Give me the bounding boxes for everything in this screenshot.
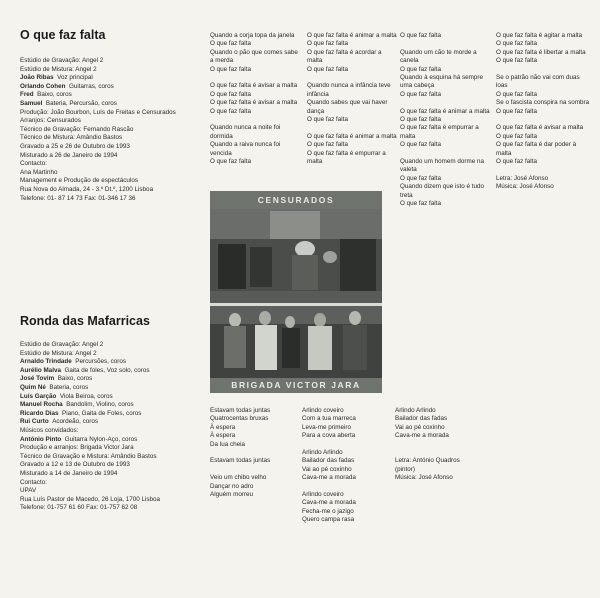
stanza-gap — [400, 150, 490, 158]
credit-line — [20, 143, 176, 152]
credit-line — [20, 401, 160, 410]
lyric-line: malta — [307, 158, 323, 166]
musician-name: Samuel — [20, 99, 43, 107]
lyric-line: Quando a raiva nunca foi — [210, 141, 281, 149]
lyric-line: Veio um chibo velho — [210, 474, 267, 482]
lyric-line: O que faz falta é avisar a malta — [496, 124, 584, 132]
lyric-line: Quando à esquina há sempre — [400, 74, 483, 82]
lyric-line: O que faz falta — [210, 65, 251, 73]
lyric-line: Música: José Afonso — [395, 474, 453, 482]
lyric-line: O que faz falta — [210, 107, 251, 115]
lyric-line: Estavam todas juntas — [210, 457, 271, 465]
credit-line — [20, 109, 176, 118]
lyrics-column-4 — [496, 32, 589, 192]
lyric-line: Dançar no adro — [210, 482, 254, 490]
credit-text: Acordeão, coros — [52, 418, 99, 426]
lyric-line: O que faz falta é animar a malta — [307, 32, 397, 39]
credit-text: Gaita de foles, Voz solo, coros — [64, 366, 150, 374]
lyric-line: O que faz falta — [496, 158, 537, 166]
lyric-line: O que faz falta — [496, 57, 537, 65]
credit-line — [20, 126, 176, 135]
credit-text: Contacto: — [20, 160, 47, 168]
credit-line — [20, 83, 176, 92]
stanza-gap — [302, 441, 356, 449]
lyric-line: Leva-me primeiro — [302, 423, 351, 431]
credit-text: Produção: João Bourbon, Luís de Freitas e Censurados — [20, 108, 176, 116]
lyrics-ronda-column-2 — [302, 407, 356, 525]
lyric-line: O que faz falta é acordar a — [307, 48, 382, 56]
credit-line — [20, 418, 160, 427]
lyric-line: Letra: António Quadros — [395, 457, 460, 465]
lyric-line: Quando o pão que comes sabe — [210, 48, 298, 56]
lyric-line: Quando dizem que isto é tudo — [400, 183, 485, 191]
musician-name: Arnaldo Trindade — [20, 358, 72, 366]
credit-line — [20, 91, 176, 100]
lyric-line: Estavam todas juntas — [210, 407, 271, 414]
lyric-line: Com a tua marreca — [302, 415, 356, 423]
band-label-censurados: CENSURADOS — [210, 191, 382, 209]
lyric-line: Se o fascista conspira na sombra — [496, 99, 590, 107]
lyric-line: Quando sabes que vai haver — [307, 99, 388, 107]
musician-name: José Tovim — [20, 375, 55, 383]
credit-line — [20, 195, 176, 204]
stanza-gap — [400, 99, 490, 107]
stanza-gap — [210, 74, 298, 82]
lyric-line: canela — [400, 57, 419, 65]
lyric-line: Cava-me a morada — [302, 499, 356, 507]
lyric-line: Letra: José Afonso — [496, 174, 549, 182]
credit-text: Percursões, coros — [75, 358, 127, 366]
credit-text: Técnico de Gravação e Mistura: Amândio Bastos — [20, 452, 157, 460]
lyric-line: O que faz falta — [210, 40, 251, 48]
lyric-line: Música: José Afonso — [496, 183, 554, 191]
musician-name: António Pinto — [20, 435, 62, 443]
lyric-line: infância — [307, 90, 329, 98]
lyric-line: O que faz falta é animar a malta — [400, 107, 490, 115]
lyric-line: O que faz falta — [400, 116, 441, 124]
lyric-line: Quando nunca a noite foi — [210, 124, 281, 132]
musician-name: Fred — [20, 91, 34, 99]
lyric-line: Bailador das fadas — [302, 457, 355, 465]
credit-text: Gravado a 25 e 26 de Outubro de 1993 — [20, 142, 130, 150]
stanza-gap — [210, 466, 270, 474]
credit-line — [20, 487, 160, 496]
lyric-line: (pintor) — [395, 465, 415, 473]
band-label-brigada-victor-jara: BRIGADA VICTOR JARA — [210, 378, 382, 393]
credit-line — [20, 57, 176, 66]
lyric-line: Vai ao pé coxinho — [395, 423, 445, 431]
lyric-line: Quando um cão te morde a — [400, 48, 477, 56]
credit-line — [20, 410, 160, 419]
credit-text: Viola Beiroa, coros — [59, 392, 113, 400]
lyric-line: Se o patrão não vai com duas — [496, 74, 580, 82]
lyric-line: O que faz falta — [307, 40, 348, 48]
credit-line — [20, 152, 176, 161]
stanza-gap — [395, 449, 460, 457]
musician-name: Manuel Rocha — [20, 401, 63, 409]
lyric-line: valeta — [400, 166, 417, 174]
lyric-line: Alguém morreu — [210, 491, 254, 499]
lyric-line: Arlindo coveiro — [302, 491, 344, 499]
credit-text: Telefone: 01- 87 14 73 Fax: 01-346 17 36 — [20, 194, 136, 202]
credit-line — [20, 504, 160, 513]
lyric-line: Fecha-me o jazigo — [302, 507, 354, 515]
band-photo-collage — [210, 191, 382, 393]
credit-text: Rua Luís Pastor de Macedo, 26 Loja, 1700 Lisboa — [20, 495, 161, 503]
lyric-line: uma cabeça — [400, 82, 435, 90]
lyrics-ronda-column-3 — [395, 407, 460, 483]
lyric-line: O que faz falta — [400, 200, 441, 208]
credit-text: Estúdio de Mistura: Angel 2 — [20, 65, 97, 73]
credit-text: Baixo, coros — [37, 91, 72, 99]
credit-line — [20, 186, 176, 195]
lyric-line: O que faz falta — [496, 107, 537, 115]
credit-line — [20, 375, 160, 384]
lyric-line: Quando um homem dorme na — [400, 158, 485, 166]
stanza-gap — [496, 116, 589, 124]
musician-name: Orlando Cohen — [20, 82, 66, 90]
lyric-line: O que faz falta — [496, 90, 537, 98]
credit-text: Telefone: 01-757 61 60 Fax: 01-757 62 08 — [20, 504, 138, 512]
lyric-line: O que faz falta — [210, 90, 251, 98]
musician-name: Ricardo Dias — [20, 409, 59, 417]
lyrics-column-2 — [307, 32, 397, 166]
credit-text: Misturado a 14 de Janeiro de 1994 — [20, 469, 118, 477]
lyric-line: Quando nunca a infância teve — [307, 82, 391, 90]
stanza-gap — [302, 483, 356, 491]
lyric-line: O que faz falta — [400, 141, 441, 149]
credit-text: Bandolim, Violino, coros — [66, 401, 134, 409]
lyric-line: O que faz falta é libertar a malta — [496, 48, 586, 56]
lyric-line: O que faz falta — [496, 40, 537, 48]
lyric-line: Para a cova aberta — [302, 432, 356, 440]
lyric-line: Bailador das fadas — [395, 415, 448, 423]
musician-name: Luís Garção — [20, 392, 57, 400]
lyric-line: Arlindo Arlindo — [302, 449, 343, 457]
credit-line — [20, 444, 160, 453]
credit-text: Guitarras, coros — [68, 82, 114, 90]
lyric-line: dormida — [210, 132, 233, 140]
stanza-gap — [395, 441, 460, 449]
lyric-line: O que faz falta é dar poder à — [496, 141, 577, 149]
lyric-line: O que faz falta — [400, 32, 441, 39]
credit-line — [20, 134, 176, 143]
credit-line — [20, 393, 160, 402]
stanza-gap — [307, 74, 397, 82]
credit-text: Piano, Gaita de Foles, coros — [62, 409, 142, 417]
lyric-line: Quando a corja topa da janela — [210, 32, 295, 39]
musician-name: Rui Curto — [20, 418, 49, 426]
credit-line — [20, 358, 160, 367]
lyric-line: Arlindo coveiro — [302, 407, 344, 414]
lyric-line: treta — [400, 191, 413, 199]
lyrics-column-3 — [400, 32, 490, 208]
lyric-line: Vai ao pé coxinho — [302, 465, 352, 473]
credit-text: Voz principal — [57, 74, 93, 82]
lyric-line: O que faz falta é empurrar a — [307, 149, 386, 157]
credit-text: Produção e arranjos: Brigada Victor Jara — [20, 444, 134, 452]
credit-line — [20, 177, 176, 186]
credit-text: Arranjos: Censurados — [20, 117, 81, 125]
lyric-line: loas — [496, 82, 508, 90]
credit-text: Bateria, coros — [49, 383, 89, 391]
credit-text: Estúdio de Gravação: Angel 2 — [20, 341, 104, 348]
credit-line — [20, 367, 160, 376]
musician-name: Aurélio Malva — [20, 366, 61, 374]
credit-text: Contacto: — [20, 478, 47, 486]
credit-text: Estúdio de Mistura: Angel 2 — [20, 349, 97, 357]
lyric-line: malta — [400, 132, 416, 140]
stanza-gap — [210, 116, 298, 124]
credit-text: Técnico de Gravação: Fernando Rascão — [20, 125, 134, 133]
credit-line — [20, 74, 176, 83]
lyric-line: O que faz falta — [400, 90, 441, 98]
credit-text: Técnico de Mistura: Amândio Bastos — [20, 134, 123, 142]
lyric-line: Quero campa rasa — [302, 516, 355, 524]
lyrics-column-1 — [210, 32, 298, 166]
stanza-gap — [496, 66, 589, 74]
lyric-line: À espera — [210, 423, 236, 431]
credits-o-que-faz-falta — [20, 57, 176, 203]
credit-text: Gravado a 12 e 13 de Outubro de 1993 — [20, 461, 130, 469]
credit-line — [20, 169, 176, 178]
lyric-line: malta — [496, 149, 512, 157]
credit-text: Rua Nova do Almada, 24 - 3.º Dt.º, 1200 Lisboa — [20, 185, 154, 193]
lyric-line: O que faz falta — [307, 116, 348, 124]
credits-ronda-das-mafarricas — [20, 341, 160, 513]
lyric-line: O que faz falta é avisar a malta — [210, 82, 298, 90]
lyric-line: O que faz falta — [400, 65, 441, 73]
stanza-gap — [307, 124, 397, 132]
credit-text: Misturado a 26 de Janeiro de 1994 — [20, 151, 118, 159]
lyric-line: O que faz falta — [307, 65, 348, 73]
credit-text: Ana Martinho — [20, 168, 58, 176]
lyric-line: O que faz falta é empurrar a — [400, 124, 479, 132]
lyric-line: O que faz falta — [400, 174, 441, 182]
musician-name: Quim Né — [20, 383, 46, 391]
credit-line — [20, 461, 160, 470]
lyric-line: Da lua cheia — [210, 440, 246, 448]
lyric-line: À espera — [210, 432, 236, 440]
musician-name: João Ribas — [20, 74, 54, 82]
lyric-line: Cava-me a morada — [302, 474, 356, 482]
credit-line — [20, 66, 176, 75]
lyric-line: Arlindo Arlindo — [395, 407, 436, 414]
credit-text: Bateria, Percursão, coros — [45, 99, 117, 107]
credit-text: Management e Produção de espectáculos — [20, 177, 138, 185]
lyric-line: O que faz falta é animar a malta — [307, 132, 397, 140]
lyric-line: dança — [307, 107, 325, 115]
credit-line — [20, 100, 176, 109]
credit-line — [20, 453, 160, 462]
credit-text: Guitarra Nylon-Aço, coros — [64, 435, 138, 443]
censurados-photo — [210, 209, 382, 304]
credit-text: Estúdio de Gravação: Angel 2 — [20, 57, 104, 64]
lyric-line: vencida — [210, 149, 232, 157]
lyric-line: O que faz falta é avisar a malta — [210, 99, 298, 107]
credit-line — [20, 436, 160, 445]
credit-line — [20, 470, 160, 479]
stanza-gap — [400, 40, 490, 48]
lyric-line: O que faz falta — [307, 141, 348, 149]
credit-text: UPAV — [20, 487, 37, 495]
brigada-victor-jara-photo — [210, 306, 382, 378]
section-title-ronda-das-mafarricas: Ronda das Mafarricas — [20, 314, 150, 328]
lyric-line: Cava-me a morada — [395, 432, 449, 440]
stanza-gap — [496, 166, 589, 174]
lyric-line: a merda — [210, 57, 234, 65]
credit-line — [20, 384, 160, 393]
credit-line — [20, 341, 160, 350]
lyric-line: O que faz falta — [210, 158, 251, 166]
lyric-line: O que faz falta — [496, 132, 537, 140]
credit-text: Baixo, coros — [57, 375, 93, 383]
credit-line — [20, 350, 160, 359]
credit-line — [20, 496, 160, 505]
lyrics-ronda-column-1 — [210, 407, 270, 499]
lyric-line: O que faz falta é agitar a malta — [496, 32, 583, 39]
credit-line — [20, 479, 160, 488]
lyric-line: malta — [307, 57, 323, 65]
lyric-line: Quatrocentas bruxas — [210, 415, 269, 423]
section-title-o-que-faz-falta: O que faz falta — [20, 28, 106, 42]
credit-line — [20, 117, 176, 126]
stanza-gap — [210, 449, 270, 457]
credit-line — [20, 160, 176, 169]
credit-text: Músicos convidados: — [20, 426, 79, 434]
credit-line — [20, 427, 160, 436]
